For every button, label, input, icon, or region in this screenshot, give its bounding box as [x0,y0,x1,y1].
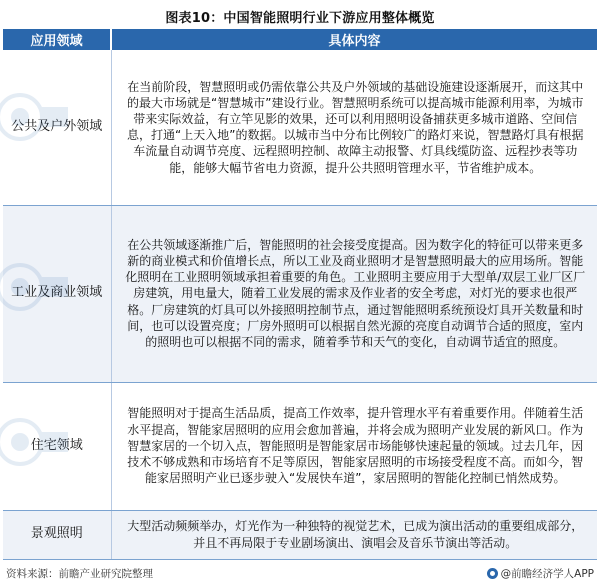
header-application-field: 应用领域 [3,29,111,50]
row-content-landscape-lighting: 大型活动频频举办，灯光作为一种独特的视觉艺术，已成为演出活动的重要组成部分，并且不再局限于专业剧场演出、演唱会及音乐节演出等活动。 [111,510,597,559]
row-field-industrial-commercial: 工业及商业领域 [3,205,111,382]
table-row [3,205,597,382]
table-row [3,382,597,510]
table-header-row [3,29,597,50]
header-specific-content: 具体内容 [111,29,597,50]
row-content-industrial-commercial: 在公共领域逐渐推广后，智能照明的社会接受度提高。因为数字化的特征可以带来更多新的商业模式和价值增长点，所以工业及商业照明才是智慧照明最大的应用场所。智能化照明在工业照明领域承担着重要的角色。工业照明主要应用于大型单/双层工业厂区厂房建筑，用电量大，随着工业发展的需求及作业者的安全考虑，对灯光的要求也很严格。厂房建筑的灯具可以外接照明控制节点，通过智能照明系统预设灯具开关数量和时间，也可以设置亮度；厂房外照明可以根据自然光源的亮度自动调节合适的照度，室内的照明也可以根据不同的需求，随着季节和天气的变化，自动调节适宜的照度。 [111,205,597,382]
row-content-residential: 智能照明对于提高生活品质，提高工作效率，提升管理水平有着重要作用。伴随着生活水平提高，智能家居照明的应用会愈加普遍，并将会成为照明产业发展的新风口。作为智慧家居的一个切入点，智能照明是智能家居市场能够快速起量的领域。过去几年，因技术不够成熟和市场培育不足等原因，智能家居照明的市场接受程度不高。而如今，智能家居照明产业已逐步驶入“发展快车道”，家居照明的智能化控制已悄然成势。 [111,382,597,510]
brand-label: @前瞻经济学人APP [500,568,594,580]
row-field-residential: 住宅领域 [3,382,111,510]
row-field-public-outdoor: 公共及户外领域 [3,50,111,205]
overview-table [3,29,597,560]
source-note: 资料来源：前瞻产业研究院整理 [6,568,153,580]
row-content-public-outdoor: 在当前阶段，智慧照明或仍需依靠公共及户外领域的基础设施建设逐渐展开，而这其中的最大市场就是“智慧城市”建设行业。智慧照明系统可以提高城市能源利用率，为城市带来实际效益，有立竿见影的效果，还可以利用照明设备捕获更多城市道路、空间信息，打通“上天入地”的数据。以城市当中分布比例较广的路灯来说，智慧路灯具有根据车流量自动调节亮度、远程照明控制、故障主动报警、灯具线缆防盗、远程抄表等功能，能够大幅节省电力资源，提升公共照明管理水平，节省维护成本。 [111,50,597,205]
row-field-landscape-lighting: 景观照明 [3,510,111,559]
table-row [3,510,597,559]
brand-credit [487,566,594,581]
table-row [3,50,597,205]
footer [0,564,600,582]
brand-logo-icon [487,568,498,579]
page-title: 图表10：中国智能照明行业下游应用整体概览 [165,11,435,26]
